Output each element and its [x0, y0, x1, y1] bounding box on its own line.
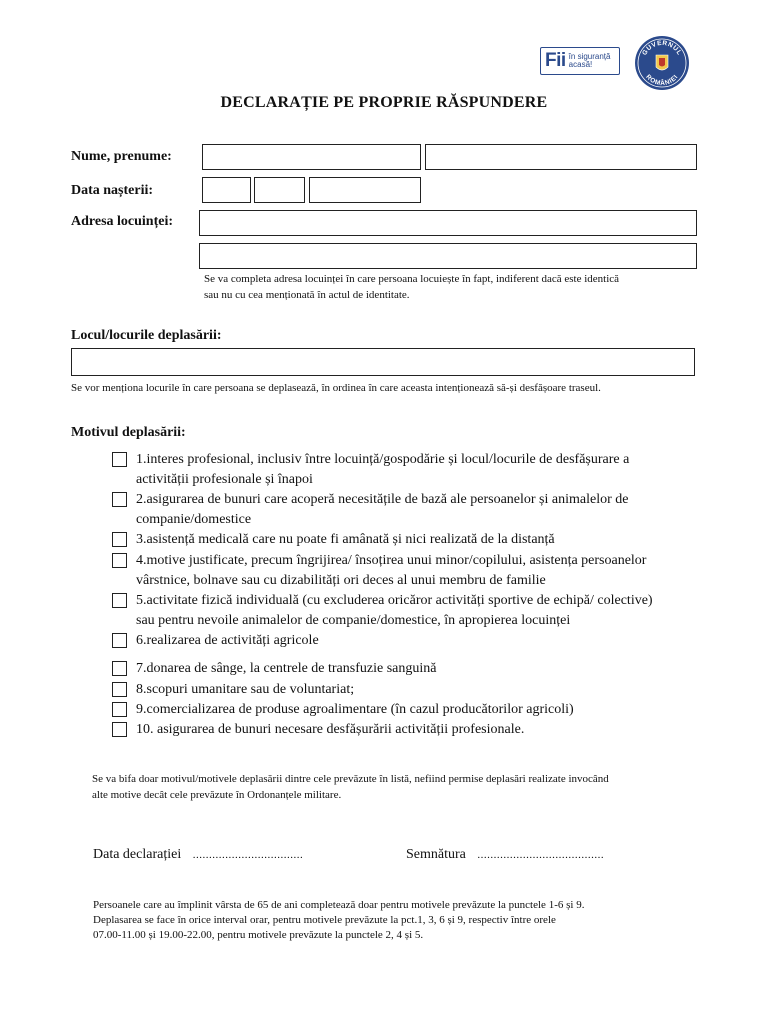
instructions-note: Se va bifa doar motivul/motivele deplasării dintre cele prevăzute în listă, nefiind permise deplasări realizate invocând alte motive decât cele prevăzute în Ordonanțele militare.	[92, 773, 609, 801]
fii-in-siguranta-logo	[540, 47, 620, 75]
reason-checkbox-10[interactable]	[112, 722, 127, 737]
reason-item-3: 3.asistență medicală care nu poate fi amânată și nici realizată de la distanță	[112, 530, 712, 550]
reason-checkbox-9[interactable]	[112, 702, 127, 717]
declaration-date	[93, 847, 303, 863]
address-line1-field[interactable]	[199, 210, 697, 236]
birth-month-field[interactable]	[254, 177, 305, 203]
birth-date-label: Data nașterii:	[71, 183, 154, 198]
first-name-field[interactable]	[425, 144, 697, 170]
reason-checkbox-3[interactable]	[112, 532, 127, 547]
reason-item-10: 10. asigurarea de bunuri necesare desfășurării activității profesionale.	[112, 720, 712, 740]
reason-checkbox-1[interactable]	[112, 452, 127, 467]
reason-item-6: 6.realizarea de activități agricole	[112, 631, 712, 651]
reason-checkbox-7[interactable]	[112, 661, 127, 676]
address-label: Adresa locuinței:	[71, 214, 174, 229]
reason-item-2: 2.asigurarea de bunuri care acoperă necesitățile de bază ale persoanelor și animalelor de companie/domestice	[112, 490, 712, 530]
declaration-date-field[interactable]: ..................................	[192, 849, 304, 861]
reason-item-7: 7.donarea de sânge, la centrele de transfuzie sanguină	[112, 659, 712, 679]
destination-label: Locul/locurile deplasării:	[71, 328, 222, 343]
reason-checkbox-2[interactable]	[112, 492, 127, 507]
address-line2-field[interactable]	[199, 243, 697, 269]
reason-item-1: 1.interes profesional, inclusiv între locuință/gospodărie și locul/locurile de desfășurare a activității profesionale și înapoi	[112, 450, 712, 490]
seal-text-top: GUVERNUL	[641, 39, 683, 57]
document-title: DECLARAȚIE PE PROPRIE RĂSPUNDERE	[220, 94, 548, 111]
reason-checkbox-6[interactable]	[112, 633, 127, 648]
address-note: Se va completa adresa locuinței în care persoana locuiește în fapt, indiferent dacă este identică sau nu cu cea menționată în actul de identitate.	[204, 273, 620, 301]
reason-item-4: 4.motive justificate, precum îngrijirea/ însoțirea unui minor/copilului, asistența persoanelor vârstnice, bolnave sau cu dizabilități ori deces al unui membru de familie	[112, 551, 712, 591]
reason-item-8: 8.scopuri umanitare sau de voluntariat;	[112, 680, 712, 700]
fii-logo-subtitle: în siguranță acasă!	[568, 52, 611, 69]
birth-day-field[interactable]	[202, 177, 251, 203]
government-seal-icon	[634, 35, 690, 91]
signature	[406, 847, 604, 863]
seal-text-bottom: ROMÂNIEI	[644, 73, 680, 88]
reason-checkbox-5[interactable]	[112, 593, 127, 608]
reason-item-9: 9.comercializarea de produse agroalimentare (în cazul producătorilor agricoli)	[112, 700, 712, 720]
fii-logo-word: Fii	[545, 50, 566, 71]
last-name-field[interactable]	[202, 144, 421, 170]
destination-field[interactable]	[71, 348, 695, 376]
signature-field[interactable]: .......................................	[477, 849, 605, 861]
birth-year-field[interactable]	[309, 177, 421, 203]
reason-item-5: 5.activitate fizică individuală (cu excluderea oricăror activități sportive de echipă/ colective) sau pentru nevoile animalelor de companie/domestice, în apropierea locuinței	[112, 591, 712, 631]
footer-note: Persoanele care au împlinit vârsta de 65 de ani completează doar pentru motivele prevăzute la punctele 1-6 și 9. Deplasarea se face în orice interval orar, pentru motivele prevăzute la pct.1, 3, 6 și 9, respectiv între orele 07.00-11.00 și 19.00-22.00, pentru motivele prevăzute la punctele 2, 4 și 5.	[93, 899, 585, 941]
destination-note: Se vor menționa locurile în care persoana se deplasează, în ordinea în care aceasta intenționează să-și desfășoare traseul.	[71, 382, 601, 394]
reasons-label: Motivul deplasării:	[71, 425, 186, 440]
signature-label: Semnătura	[406, 847, 466, 862]
reason-checkbox-4[interactable]	[112, 553, 127, 568]
declaration-date-label: Data declarației	[93, 847, 182, 862]
name-label: Nume, prenume:	[71, 149, 172, 164]
reason-checkbox-8[interactable]	[112, 682, 127, 697]
